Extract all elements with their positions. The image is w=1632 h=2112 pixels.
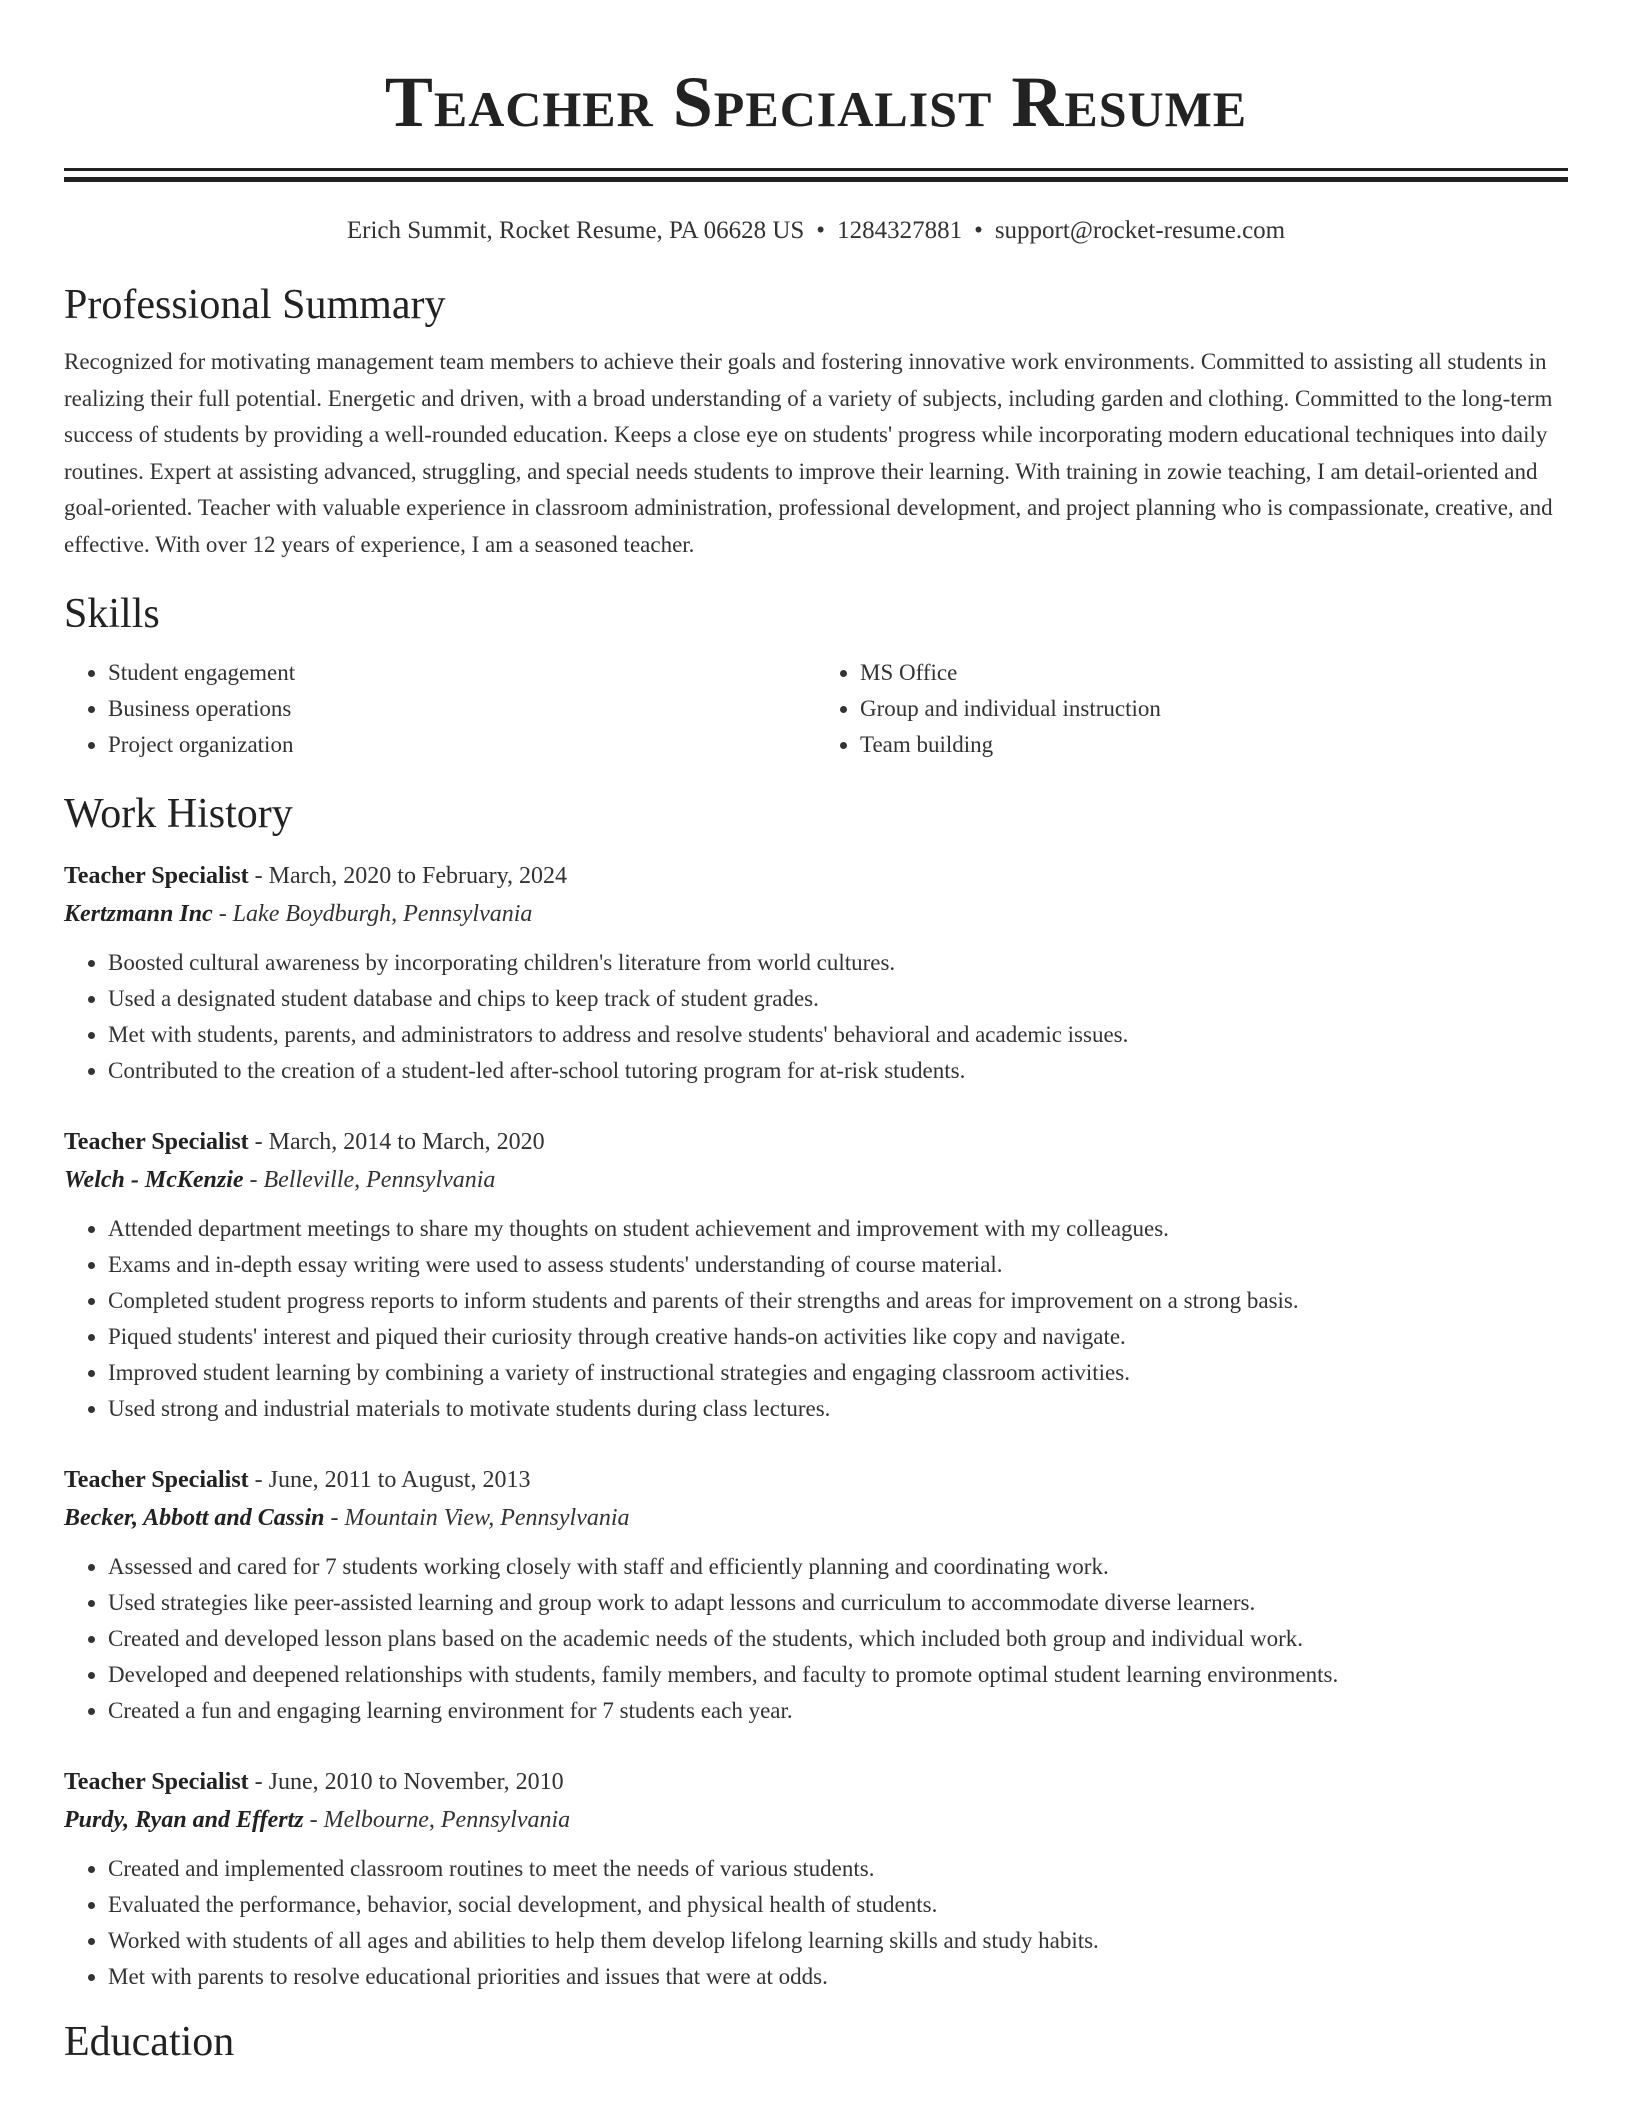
- job-location: - Belleville, Pennsylvania: [243, 1167, 496, 1193]
- skills-list: [64, 655, 1568, 763]
- job-company-line: [64, 895, 1568, 933]
- skills-column-right: [816, 655, 1568, 763]
- work-history-heading: Work History: [64, 791, 293, 837]
- job-company: Kertzmann Inc: [64, 901, 213, 927]
- job-entry: [64, 857, 1568, 1089]
- summary-text: Recognized for motivating management team members to achieve their goals and fostering innovative work environments. Committed to assisting all students in realizing their full potential. Energetic and driven, with a broad understanding of a variety of subjects, including garden and clothing. Committed to the long-term success of students by providing a well-rounded education. Keeps a close eye on students' progress while incorporating modern educational techniques into daily routines. Expert at assisting advanced, struggling, and special needs students to improve their learning. With training in zowie teaching, I am detail-oriented and goal-oriented. Teacher with valuable experience in classroom administration, professional development, and project planning who is compassionate, creative, and effective. With over 12 years of experience, I am a seasoned teacher.: [64, 349, 1553, 557]
- job-bullet: • Boosted cultural awareness by incorporating children's literature from world cultures.: [108, 945, 1568, 981]
- job-company: Purdy, Ryan and Effertz: [64, 1807, 304, 1833]
- job-company-line: [64, 1499, 1568, 1537]
- job-title: Teacher Specialist: [64, 1129, 249, 1155]
- job-title-line: [64, 1461, 1568, 1499]
- job-title: Teacher Specialist: [64, 1467, 249, 1493]
- skills-column-left: [64, 655, 816, 763]
- job-location: - Mountain View, Pennsylvania: [324, 1505, 630, 1531]
- job-bullet: • Created and implemented classroom routines to meet the needs of various students.: [108, 1851, 1568, 1887]
- job-dates: - March, 2020 to February, 2024: [248, 863, 568, 889]
- skill-item: • Project organization: [108, 727, 816, 763]
- job-title-line: [64, 857, 1568, 895]
- education-heading: Education: [64, 2019, 235, 2065]
- job-title: Teacher Specialist: [64, 863, 249, 889]
- skills-heading: Skills: [64, 591, 160, 637]
- job-bullet: • Worked with students of all ages and abilities to help them develop lifelong learning skills and study habits.: [108, 1923, 1568, 1959]
- job-company: Becker, Abbott and Cassin: [64, 1505, 325, 1531]
- job-bullet: • Completed student progress reports to inform students and parents of their strengths and areas for improvement on a strong basis.: [108, 1283, 1568, 1319]
- job-bullet: • Met with parents to resolve educational priorities and issues that were at odds.: [108, 1959, 1568, 1995]
- contact-address: Erich Summit, Rocket Resume, PA 06628 US: [346, 217, 805, 244]
- skill-item: • Group and individual instruction: [860, 691, 1568, 727]
- contact-phone: 1284327881: [837, 217, 963, 244]
- skill-item: • Team building: [860, 727, 1568, 763]
- job-dates: - June, 2010 to November, 2010: [248, 1769, 564, 1795]
- job-company-line: [64, 1801, 1568, 1839]
- contact-line: [64, 214, 1568, 248]
- job-company: Welch - McKenzie: [64, 1167, 244, 1193]
- job-bullet: • Piqued students' interest and piqued their curiosity through creative hands-on activities like copy and navigate.: [108, 1319, 1568, 1355]
- skill-item: • MS Office: [860, 655, 1568, 691]
- job-bullet: • Attended department meetings to share my thoughts on student achievement and improvement with my colleagues.: [108, 1211, 1568, 1247]
- title-rule-bottom: [64, 177, 1568, 182]
- job-bullet: • Developed and deepened relationships with students, family members, and faculty to promote optimal student learning environments.: [108, 1657, 1568, 1693]
- job-bullet: • Used strategies like peer-assisted learning and group work to adapt lessons and curriculum to accommodate diverse learners.: [108, 1585, 1568, 1621]
- skill-item: • Business operations: [108, 691, 816, 727]
- job-title-line: [64, 1123, 1568, 1161]
- job-location: - Melbourne, Pennsylvania: [303, 1807, 571, 1833]
- contact-separator: •: [974, 217, 983, 244]
- job-company-line: [64, 1161, 1568, 1199]
- job-dates: - June, 2011 to August, 2013: [248, 1467, 531, 1493]
- contact-separator: •: [816, 217, 826, 244]
- job-bullet: • Exams and in-depth essay writing were used to assess students' understanding of course material.: [108, 1247, 1568, 1283]
- job-entry: [64, 1123, 1568, 1427]
- job-bullet: • Used strong and industrial materials to motivate students during class lectures.: [108, 1391, 1568, 1427]
- job-dates: - March, 2014 to March, 2020: [248, 1129, 545, 1155]
- job-bullets: [64, 1851, 1568, 1995]
- job-entry: [64, 1763, 1568, 1995]
- job-bullet: • Evaluated the performance, behavior, social development, and physical health of students.: [108, 1887, 1568, 1923]
- job-bullets: [64, 945, 1568, 1089]
- job-bullet: • Used a designated student database and chips to keep track of student grades.: [108, 981, 1568, 1017]
- job-bullet: • Met with students, parents, and administrators to address and resolve students' behavioral and academic issues.: [108, 1017, 1568, 1053]
- summary-heading: Professional Summary: [64, 282, 446, 328]
- job-bullet: • Contributed to the creation of a student-led after-school tutoring program for at-risk students.: [108, 1053, 1568, 1089]
- resume-title: Teacher Specialist Resume: [384, 62, 1248, 142]
- job-entry: [64, 1461, 1568, 1729]
- job-bullet: • Improved student learning by combining a variety of instructional strategies and engaging classroom activities.: [108, 1355, 1568, 1391]
- job-bullet: • Created and developed lesson plans based on the academic needs of the students, which included both group and individual work.: [108, 1621, 1568, 1657]
- resume-page: [64, 0, 1568, 2067]
- job-title-line: [64, 1763, 1568, 1801]
- skill-item: • Student engagement: [108, 655, 816, 691]
- job-bullets: [64, 1549, 1568, 1729]
- job-bullets: [64, 1211, 1568, 1427]
- contact-email: support@rocket-resume.com: [994, 217, 1286, 244]
- job-title: Teacher Specialist: [64, 1769, 249, 1795]
- job-bullet: • Assessed and cared for 7 students working closely with staff and efficiently planning and coordinating work.: [108, 1549, 1568, 1585]
- title-rule-top: [64, 168, 1568, 171]
- job-bullet: • Created a fun and engaging learning environment for 7 students each year.: [108, 1693, 1568, 1729]
- job-location: - Lake Boydburgh, Pennsylvania: [212, 901, 533, 927]
